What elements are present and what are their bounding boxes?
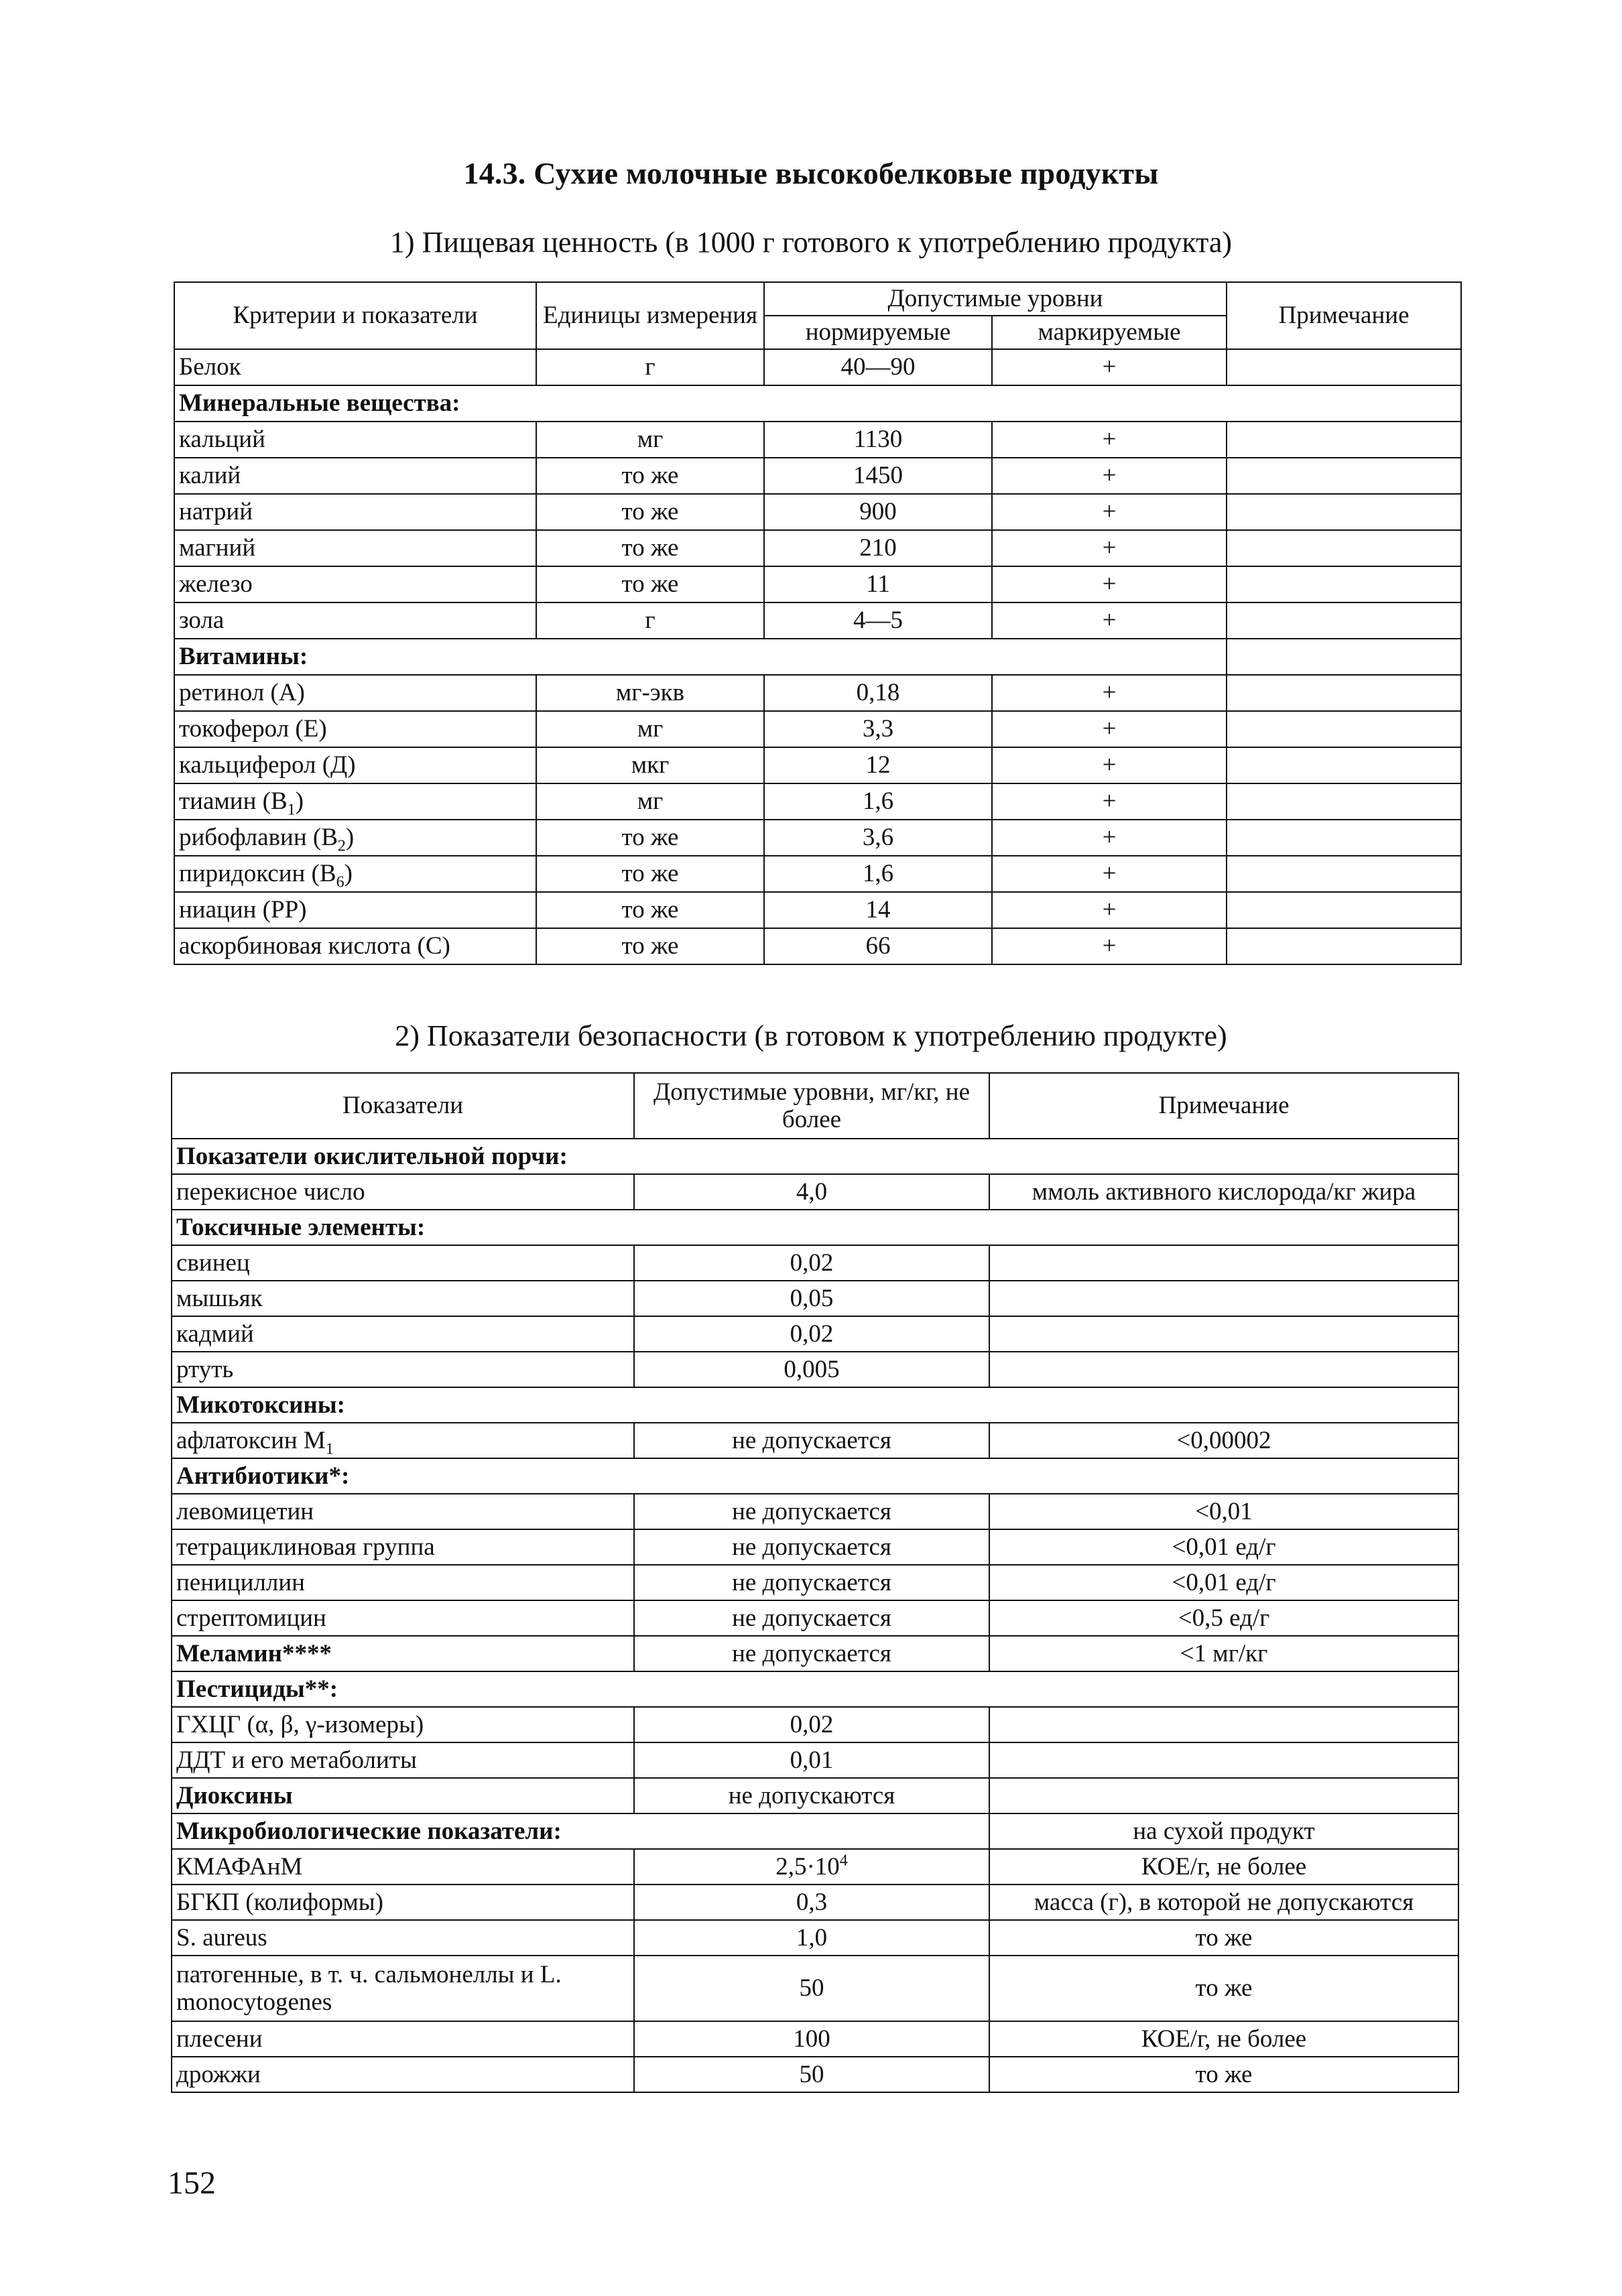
cell-unit: то же (536, 856, 764, 892)
table-row (174, 820, 1461, 856)
cell-note (989, 1316, 1458, 1352)
cell-mark: + (992, 530, 1227, 566)
cell-note (1227, 530, 1461, 566)
cell-name-text: рибофлавин (B (179, 824, 338, 852)
cell-note: то же (989, 1920, 1458, 1956)
table-row (172, 1778, 1458, 1813)
cell-mark: + (992, 711, 1227, 747)
cell-note (989, 1778, 1458, 1813)
group-row (172, 1139, 1458, 1174)
table-row (174, 494, 1461, 530)
table-row (172, 1529, 1458, 1565)
cell-note: <0,5 ед/г (989, 1600, 1458, 1636)
table-row (172, 1174, 1458, 1210)
cell-mark: + (992, 675, 1227, 711)
cell-name: S. aureus (172, 1920, 634, 1956)
cell-note (1227, 566, 1461, 602)
table-row (172, 1849, 1458, 1885)
cell-name: зола (174, 602, 536, 639)
cell-note (989, 1245, 1458, 1281)
cell-value-base: 2,5·10 (775, 1852, 840, 1880)
table-row (174, 602, 1461, 639)
cell-name-sub: 1 (325, 1440, 334, 1458)
cell-name: кадмий (172, 1316, 634, 1352)
table-row (172, 1565, 1458, 1600)
table-row (172, 1281, 1458, 1316)
group-row (174, 385, 1461, 422)
group-row (172, 1671, 1458, 1707)
header-units: Единицы измерения (536, 282, 764, 349)
cell-name-sub: 2 (337, 837, 346, 855)
cell-note (1227, 494, 1461, 530)
header-indicators: Показатели (172, 1073, 634, 1139)
cell-name: стрептомицин (172, 1600, 634, 1636)
cell-unit: мг (536, 711, 764, 747)
cell-name: патогенные, в т. ч. сальмонеллы и L. monocytogenes (172, 1956, 634, 2021)
table-header-row (172, 1073, 1458, 1139)
cell-unit: г (536, 349, 764, 385)
table-row (174, 711, 1461, 747)
group-antibiotics: Антибиотики*: (172, 1458, 1458, 1494)
cell-unit: то же (536, 458, 764, 494)
cell-note (1227, 422, 1461, 458)
cell-value: 0,02 (634, 1707, 989, 1742)
cell-unit: мг (536, 422, 764, 458)
cell-value: 4,0 (634, 1174, 989, 1210)
cell-name: ретинол (А) (174, 675, 536, 711)
table-header-row (174, 282, 1461, 316)
cell-name (174, 783, 536, 820)
cell-value (634, 1849, 989, 1885)
cell-note (1227, 639, 1461, 675)
header-criteria: Критерии и показатели (174, 282, 536, 349)
cell-name: дрожжи (172, 2057, 634, 2092)
cell-note (1227, 820, 1461, 856)
cell-mark: + (992, 494, 1227, 530)
table-row (174, 747, 1461, 783)
cell-name: магний (174, 530, 536, 566)
cell-norm: 1130 (764, 422, 992, 458)
cell-note: <0,01 (989, 1494, 1458, 1529)
cell-name: левомицетин (172, 1494, 634, 1529)
cell-name: натрий (174, 494, 536, 530)
cell-name: ДДТ и его метаболиты (172, 1742, 634, 1778)
cell-note: ммоль активного кислорода/кг жира (989, 1174, 1458, 1210)
cell-norm: 1,6 (764, 783, 992, 820)
group-toxic: Токсичные элементы: (172, 1210, 1458, 1245)
section2-subtitle: 2) Показатели безопасности (в готовом к употреблению продукте) (395, 1019, 1227, 1052)
cell-note: <0,01 ед/г (989, 1529, 1458, 1565)
table-row (172, 1316, 1458, 1352)
table-row (172, 1956, 1458, 2021)
cell-name: ртуть (172, 1352, 634, 1387)
cell-name: БГКП (колиформы) (172, 1885, 634, 1920)
page-title: 14.3. Сухие молочные высокобелковые продукты (463, 156, 1159, 190)
cell-value: не допускается (634, 1636, 989, 1671)
table-row (172, 1707, 1458, 1742)
cell-note (1227, 458, 1461, 494)
header-note: Примечание (989, 1073, 1458, 1139)
table-row (172, 1742, 1458, 1778)
cell-norm: 40—90 (764, 349, 992, 385)
cell-name: плесени (172, 2021, 634, 2057)
cell-name-text: тиамин (B (179, 787, 288, 816)
table-row (172, 1920, 1458, 1956)
cell-note: то же (989, 1956, 1458, 2021)
section1-subtitle: 1) Пищевая ценность (в 1000 г готового к употреблению продукта) (389, 226, 1233, 259)
cell-name: перекисное число (172, 1174, 634, 1210)
group-oxidative: Показатели окислительной порчи: (172, 1139, 1458, 1174)
group-pesticides: Пестициды**: (172, 1671, 1458, 1707)
cell-value: не допускается (634, 1565, 989, 1600)
group-row (172, 1387, 1458, 1423)
group-row (174, 639, 1461, 675)
cell-name-end: ) (345, 824, 355, 852)
cell-note (1227, 349, 1461, 385)
group-row (172, 1458, 1458, 1494)
group-micro: Микробиологические показатели: (172, 1813, 989, 1849)
cell-norm: 12 (764, 747, 992, 783)
cell-mark: + (992, 856, 1227, 892)
cell-unit: то же (536, 566, 764, 602)
cell-norm: 3,6 (764, 820, 992, 856)
cell-mark: + (992, 747, 1227, 783)
cell-unit: то же (536, 494, 764, 530)
group-row (172, 1813, 1458, 1849)
table-row (172, 2021, 1458, 2057)
table-row (174, 422, 1461, 458)
cell-name (172, 1423, 634, 1458)
group-row (172, 1210, 1458, 1245)
cell-norm: 11 (764, 566, 992, 602)
cell-unit: мкг (536, 747, 764, 783)
cell-name (174, 820, 536, 856)
cell-name: мышьяк (172, 1281, 634, 1316)
cell-mark: + (992, 349, 1227, 385)
table-row (172, 1636, 1458, 1671)
cell-unit: то же (536, 892, 764, 928)
cell-mark: + (992, 820, 1227, 856)
cell-name-sub: 6 (336, 873, 345, 891)
cell-unit: мг (536, 783, 764, 820)
cell-value: 0,02 (634, 1245, 989, 1281)
cell-note: КОЕ/г, не более (989, 2021, 1458, 2057)
table-row (174, 530, 1461, 566)
cell-unit: то же (536, 820, 764, 856)
cell-mark: + (992, 458, 1227, 494)
cell-note: <0,01 ед/г (989, 1565, 1458, 1600)
cell-note (1227, 783, 1461, 820)
cell-note (989, 1352, 1458, 1387)
cell-norm: 0,18 (764, 675, 992, 711)
table-row (174, 349, 1461, 385)
cell-value: 0,02 (634, 1316, 989, 1352)
cell-norm: 210 (764, 530, 992, 566)
cell-name: КМАФАнМ (172, 1849, 634, 1885)
table-row (174, 856, 1461, 892)
cell-value: не допускается (634, 1600, 989, 1636)
cell-mark: + (992, 422, 1227, 458)
table-row (174, 928, 1461, 964)
cell-value: 0,005 (634, 1352, 989, 1387)
cell-name: железо (174, 566, 536, 602)
table-row (172, 1423, 1458, 1458)
cell-norm: 1,6 (764, 856, 992, 892)
cell-note (1227, 675, 1461, 711)
cell-mark: + (992, 566, 1227, 602)
cell-unit: мг-экв (536, 675, 764, 711)
cell-norm: 3,3 (764, 711, 992, 747)
table-row (174, 783, 1461, 820)
cell-note (989, 1707, 1458, 1742)
table-row (174, 458, 1461, 494)
cell-name-sub: 1 (287, 801, 296, 819)
cell-name: кальций (174, 422, 536, 458)
cell-note: то же (989, 2057, 1458, 2092)
cell-name: аскорбиновая кислота (С) (174, 928, 536, 964)
cell-unit: г (536, 602, 764, 639)
cell-name (174, 856, 536, 892)
table-row (174, 566, 1461, 602)
nutrition-table (174, 281, 1462, 965)
cell-note (1227, 711, 1461, 747)
cell-name: тетрациклиновая группа (172, 1529, 634, 1565)
cell-value: 50 (634, 2057, 989, 2092)
header-note: Примечание (1227, 282, 1461, 349)
cell-value-exp: 4 (839, 1852, 848, 1870)
cell-value: 0,01 (634, 1742, 989, 1778)
cell-note (1227, 856, 1461, 892)
cell-note (989, 1281, 1458, 1316)
cell-value: 1,0 (634, 1920, 989, 1956)
cell-note (1227, 602, 1461, 639)
cell-name: Белок (174, 349, 536, 385)
cell-norm: 4—5 (764, 602, 992, 639)
cell-name-text: афлатоксин М (176, 1426, 326, 1454)
cell-note (1227, 747, 1461, 783)
cell-name: Меламин**** (172, 1636, 634, 1671)
table-row (172, 1600, 1458, 1636)
cell-name-text: пиридоксин (B (179, 860, 336, 888)
cell-note: <0,00002 (989, 1423, 1458, 1458)
table-row (172, 1352, 1458, 1387)
safety-table (171, 1072, 1459, 2093)
cell-unit: то же (536, 928, 764, 964)
table-row (172, 1494, 1458, 1529)
cell-note: на сухой продукт (989, 1813, 1458, 1849)
cell-norm: 900 (764, 494, 992, 530)
table-row (172, 2057, 1458, 2092)
table-row (172, 1245, 1458, 1281)
cell-name: свинец (172, 1245, 634, 1281)
header-levels: Допустимые уровни, мг/кг, не более (634, 1073, 989, 1139)
cell-note (989, 1742, 1458, 1778)
cell-name: токоферол (Е) (174, 711, 536, 747)
cell-value: 0,3 (634, 1885, 989, 1920)
cell-mark: + (992, 928, 1227, 964)
cell-mark: + (992, 602, 1227, 639)
cell-value: 100 (634, 2021, 989, 2057)
cell-name: калий (174, 458, 536, 494)
cell-value: не допускаются (634, 1778, 989, 1813)
header-labeled: маркируемые (992, 316, 1227, 349)
group-mycotoxins: Микотоксины: (172, 1387, 1458, 1423)
cell-note (1227, 892, 1461, 928)
cell-name: кальциферол (Д) (174, 747, 536, 783)
cell-value: не допускается (634, 1423, 989, 1458)
cell-name-end: ) (344, 860, 353, 888)
header-levels: Допустимые уровни (764, 282, 1227, 316)
cell-name: пенициллин (172, 1565, 634, 1600)
cell-name: ниацин (PP) (174, 892, 536, 928)
cell-note: КОЕ/г, не более (989, 1849, 1458, 1885)
cell-name-end: ) (295, 787, 304, 816)
cell-value: не допускается (634, 1494, 989, 1529)
group-minerals: Минеральные вещества: (174, 385, 1461, 422)
cell-name: ГХЦГ (α, β, γ-изомеры) (172, 1707, 634, 1742)
page-number: 152 (168, 2165, 216, 2201)
cell-norm: 1450 (764, 458, 992, 494)
cell-value: 0,05 (634, 1281, 989, 1316)
cell-value: 50 (634, 1956, 989, 2021)
cell-name: Диоксины (172, 1778, 634, 1813)
table-row (174, 892, 1461, 928)
cell-note (1227, 928, 1461, 964)
cell-norm: 66 (764, 928, 992, 964)
cell-value: не допускается (634, 1529, 989, 1565)
cell-note: масса (г), в которой не допускаются (989, 1885, 1458, 1920)
cell-note: <1 мг/кг (989, 1636, 1458, 1671)
cell-mark: + (992, 892, 1227, 928)
cell-mark: + (992, 783, 1227, 820)
cell-norm: 14 (764, 892, 992, 928)
table-row (172, 1885, 1458, 1920)
table-row (174, 675, 1461, 711)
header-normalized: нормируемые (764, 316, 992, 349)
group-vitamins: Витамины: (174, 639, 1227, 675)
cell-unit: то же (536, 530, 764, 566)
